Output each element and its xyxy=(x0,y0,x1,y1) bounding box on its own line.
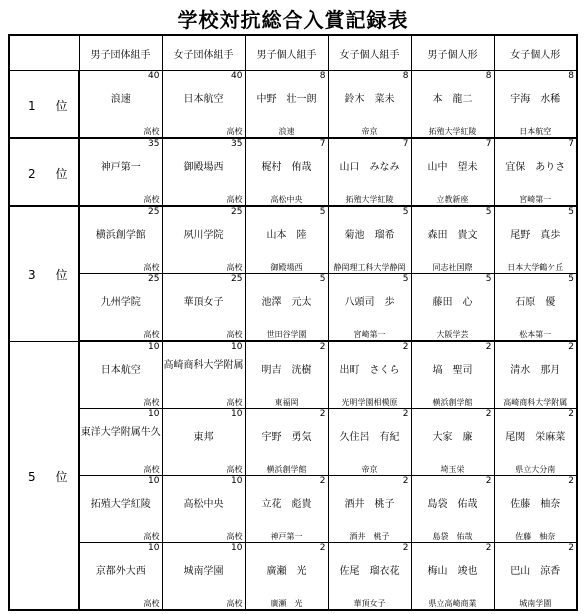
award-cell xyxy=(411,476,494,543)
points-value: 5 xyxy=(319,207,326,217)
award-cell xyxy=(494,476,577,543)
award-cell xyxy=(494,138,577,206)
school-name: 高崎商科大学附属 xyxy=(503,398,568,407)
table-row xyxy=(9,71,577,139)
entrant-name: 宇海 水稀 xyxy=(510,94,561,105)
award-cell xyxy=(79,341,162,409)
entrant-name: 立花 彪貴 xyxy=(261,499,312,510)
points-value: 2 xyxy=(568,543,574,553)
school-name: 高校 xyxy=(226,263,243,272)
rank-label: 1 位 xyxy=(28,98,76,113)
school-name: 城南学園 xyxy=(519,599,552,608)
points-value: 5 xyxy=(402,207,409,217)
entrant-name: 酒井 桃子 xyxy=(344,499,395,510)
award-cell xyxy=(328,206,411,274)
entrant-name: 日本航空 xyxy=(183,94,224,105)
points-value: 2 xyxy=(568,342,574,352)
award-cell xyxy=(79,543,162,611)
award-cell xyxy=(494,274,577,342)
entrant-name: 東洋大学附属牛久 xyxy=(80,427,161,438)
award-cell xyxy=(162,543,245,611)
entrant-name: 中野 壮一朗 xyxy=(256,94,317,105)
points-value: 10 xyxy=(148,476,160,486)
award-cell xyxy=(328,341,411,409)
award-cell xyxy=(328,409,411,476)
award-cell xyxy=(328,71,411,139)
award-cell xyxy=(494,206,577,274)
award-cell xyxy=(494,409,577,476)
school-name: 浪速 xyxy=(278,127,295,136)
award-cell xyxy=(245,476,328,543)
award-cell xyxy=(245,274,328,342)
school-name: 高校 xyxy=(226,532,243,541)
table-row xyxy=(9,341,577,409)
entrant-name: 山本 陸 xyxy=(266,230,307,241)
points-value: 2 xyxy=(485,543,492,553)
award-cell xyxy=(411,138,494,206)
award-cell xyxy=(79,71,162,139)
points-value: 25 xyxy=(148,274,160,284)
school-name: 帝京 xyxy=(361,465,378,474)
header-corner xyxy=(9,35,79,71)
school-name: 同志社国際 xyxy=(432,263,473,272)
points-value: 10 xyxy=(231,409,243,419)
school-name: 松本第一 xyxy=(519,330,552,339)
award-cell xyxy=(79,206,162,274)
award-cell xyxy=(245,341,328,409)
points-value: 5 xyxy=(485,207,492,217)
header-cell: 女子個人形 xyxy=(494,35,577,71)
award-cell xyxy=(494,71,577,139)
award-cell xyxy=(245,138,328,206)
award-cell xyxy=(328,543,411,611)
table-row xyxy=(9,206,577,274)
award-cell xyxy=(79,274,162,342)
entrant-name: 巴山 涼香 xyxy=(510,566,561,577)
school-name: 高校 xyxy=(143,127,160,136)
points-value: 10 xyxy=(231,342,243,352)
award-cell xyxy=(79,138,162,206)
points-value: 25 xyxy=(148,207,160,217)
school-name: 静岡理工科大学静岡 xyxy=(333,263,406,272)
school-name: 廣瀬 光 xyxy=(270,599,303,608)
entrant-name: 尾関 栄麻菜 xyxy=(505,432,566,443)
table-row xyxy=(9,476,577,543)
table-row xyxy=(9,274,577,342)
points-value: 7 xyxy=(402,139,409,149)
entrant-name: 佐尾 瑠衣花 xyxy=(339,566,400,577)
entrant-name: 藤田 心 xyxy=(432,297,473,308)
entrant-name: 梅山 竣也 xyxy=(427,566,478,577)
award-cell xyxy=(162,341,245,409)
award-cell xyxy=(245,409,328,476)
points-value: 10 xyxy=(231,543,243,553)
points-value: 7 xyxy=(319,139,326,149)
points-value: 8 xyxy=(568,71,574,81)
points-value: 35 xyxy=(148,139,160,149)
award-cell xyxy=(245,71,328,139)
school-name: 高校 xyxy=(143,398,160,407)
school-name: 華頂女子 xyxy=(353,599,386,608)
school-name: 佐藤 柚奈 xyxy=(515,532,556,541)
page-title: 学校対抗総合入賞記録表 xyxy=(177,8,409,32)
rank-label: 3 位 xyxy=(28,268,76,283)
rank-label: 5 位 xyxy=(28,469,76,484)
school-name: 高校 xyxy=(143,465,160,474)
table-row xyxy=(9,138,577,206)
award-cell xyxy=(411,71,494,139)
school-name: 日本大学鶴ケ丘 xyxy=(507,263,564,272)
points-value: 2 xyxy=(485,476,492,486)
points-value: 2 xyxy=(402,543,409,553)
header-cell: 女子個人組手 xyxy=(328,35,411,71)
school-name: 高松中央 xyxy=(270,195,303,204)
award-cell xyxy=(411,543,494,611)
entrant-name: 明吉 洸樹 xyxy=(261,365,312,376)
award-cell xyxy=(328,274,411,342)
award-cell xyxy=(162,274,245,342)
entrant-name: 廣瀬 光 xyxy=(266,566,307,577)
school-name: 高校 xyxy=(226,127,243,136)
entrant-name: 山口 みなみ xyxy=(339,162,400,173)
entrant-name: 本 龍二 xyxy=(432,94,473,105)
points-value: 7 xyxy=(568,139,574,149)
table-row xyxy=(9,409,577,476)
rank-cell xyxy=(9,71,79,139)
award-cell xyxy=(328,138,411,206)
points-value: 5 xyxy=(568,274,574,284)
school-name: 高校 xyxy=(143,599,160,608)
entrant-name: 宇野 勇気 xyxy=(261,432,312,443)
entrant-name: 東邦 xyxy=(193,432,214,443)
entrant-name: 山中 望未 xyxy=(427,162,478,173)
entrant-name: 八頭司 歩 xyxy=(344,297,395,308)
header-cell: 男子団体組手 xyxy=(79,35,162,71)
points-value: 40 xyxy=(148,71,160,81)
entrant-name: 京都外大西 xyxy=(95,566,146,577)
points-value: 2 xyxy=(568,476,574,486)
entrant-name: 鈴木 菜未 xyxy=(344,94,395,105)
school-name: 東福岡 xyxy=(274,398,299,407)
header-cell: 男子個人組手 xyxy=(245,35,328,71)
school-name: 県立高崎商業 xyxy=(428,599,477,608)
header-row xyxy=(9,35,577,71)
points-value: 2 xyxy=(485,342,492,352)
entrant-name: 久住呂 有紀 xyxy=(339,432,400,443)
entrant-name: 島袋 佑哉 xyxy=(427,499,478,510)
points-value: 2 xyxy=(402,409,409,419)
points-value: 2 xyxy=(402,476,409,486)
points-value: 8 xyxy=(319,71,326,81)
award-cell xyxy=(494,341,577,409)
school-name: 高校 xyxy=(226,398,243,407)
school-name: 横浜創学館 xyxy=(432,398,473,407)
entrant-name: 清水 那月 xyxy=(510,365,561,376)
entrant-name: 浪速 xyxy=(110,94,131,105)
award-cell xyxy=(494,543,577,611)
entrant-name: 華頂女子 xyxy=(183,297,224,308)
points-value: 5 xyxy=(485,274,492,284)
school-name: 高校 xyxy=(226,599,243,608)
school-name: 拓殖大学紅陵 xyxy=(428,127,477,136)
points-value: 5 xyxy=(319,274,326,284)
entrant-name: 城南学園 xyxy=(183,566,224,577)
points-value: 2 xyxy=(402,342,409,352)
school-name: 横浜創学館 xyxy=(266,465,307,474)
award-cell xyxy=(79,409,162,476)
entrant-name: 森田 貴文 xyxy=(427,230,478,241)
school-name: 拓殖大学紅陵 xyxy=(345,195,394,204)
points-value: 8 xyxy=(402,71,409,81)
entrant-name: 大家 廉 xyxy=(432,432,473,443)
points-value: 5 xyxy=(402,274,409,284)
points-value: 8 xyxy=(485,71,492,81)
school-name: 島袋 佑哉 xyxy=(432,532,473,541)
rank-label: 2 位 xyxy=(28,166,76,181)
school-name: 高校 xyxy=(226,330,243,339)
school-name: 日本航空 xyxy=(519,127,552,136)
points-value: 25 xyxy=(231,207,243,217)
entrant-name: 尾野 真歩 xyxy=(510,230,561,241)
entrant-name: 塙 聖司 xyxy=(432,365,473,376)
entrant-name: 夙川学院 xyxy=(183,230,224,241)
school-name: 高校 xyxy=(143,195,160,204)
school-name: 高校 xyxy=(226,195,243,204)
entrant-name: 日本航空 xyxy=(100,365,141,376)
rank-cell xyxy=(9,341,79,610)
award-cell xyxy=(162,409,245,476)
entrant-name: 梶村 侑哉 xyxy=(261,162,312,173)
award-cell xyxy=(411,206,494,274)
entrant-name: 出町 さくら xyxy=(339,365,400,376)
entrant-name: 高崎商科大学附属 xyxy=(163,360,244,371)
school-name: 立教新座 xyxy=(436,195,469,204)
school-name: 大阪学芸 xyxy=(436,330,469,339)
award-cell xyxy=(162,71,245,139)
school-name: 酒井 桃子 xyxy=(349,532,390,541)
points-value: 25 xyxy=(231,274,243,284)
table-row xyxy=(9,543,577,611)
points-value: 5 xyxy=(568,207,574,217)
header-cell: 女子団体組手 xyxy=(162,35,245,71)
points-value: 10 xyxy=(148,543,160,553)
points-value: 10 xyxy=(148,342,160,352)
school-name: 高校 xyxy=(143,263,160,272)
entrant-name: 宜保 ありさ xyxy=(505,162,566,173)
award-cell xyxy=(162,206,245,274)
points-value: 2 xyxy=(319,476,326,486)
entrant-name: 神戸第一 xyxy=(100,162,141,173)
points-value: 2 xyxy=(485,409,492,419)
school-name: 高校 xyxy=(226,465,243,474)
entrant-name: 拓殖大学紅陵 xyxy=(90,499,151,510)
entrant-name: 横浜創学館 xyxy=(95,230,146,241)
award-cell xyxy=(245,206,328,274)
school-name: 宮崎第一 xyxy=(353,330,386,339)
award-cell xyxy=(411,274,494,342)
entrant-name: 九州学院 xyxy=(100,297,141,308)
school-name: 埼玉栄 xyxy=(440,465,465,474)
award-table xyxy=(8,34,578,611)
award-cell xyxy=(411,409,494,476)
points-value: 40 xyxy=(231,71,243,81)
points-value: 10 xyxy=(231,476,243,486)
points-value: 2 xyxy=(319,409,326,419)
entrant-name: 石原 優 xyxy=(515,297,556,308)
entrant-name: 高松中央 xyxy=(183,499,224,510)
award-cell xyxy=(245,543,328,611)
school-name: 世田谷学園 xyxy=(266,330,307,339)
entrant-name: 佐藤 柚奈 xyxy=(510,499,561,510)
rank-cell xyxy=(9,206,79,341)
points-value: 10 xyxy=(148,409,160,419)
award-cell xyxy=(79,476,162,543)
award-cell xyxy=(328,476,411,543)
award-cell xyxy=(411,341,494,409)
entrant-name: 御殿場西 xyxy=(183,162,224,173)
entrant-name: 池澤 元太 xyxy=(261,297,312,308)
rank-cell xyxy=(9,138,79,206)
school-name: 県立大分南 xyxy=(515,465,556,474)
points-value: 2 xyxy=(319,543,326,553)
school-name: 高校 xyxy=(143,330,160,339)
school-name: 神戸第一 xyxy=(270,532,303,541)
entrant-name: 菊池 瑠希 xyxy=(344,230,395,241)
school-name: 高校 xyxy=(143,532,160,541)
school-name: 帝京 xyxy=(361,127,378,136)
school-name: 御殿場西 xyxy=(270,263,303,272)
points-value: 35 xyxy=(231,139,243,149)
award-cell xyxy=(162,476,245,543)
award-cell xyxy=(162,138,245,206)
school-name: 光明学園相模原 xyxy=(341,398,398,407)
header-cell: 男子個人形 xyxy=(411,35,494,71)
points-value: 7 xyxy=(485,139,492,149)
points-value: 2 xyxy=(319,342,326,352)
points-value: 2 xyxy=(568,409,574,419)
school-name: 宮崎第一 xyxy=(519,195,552,204)
